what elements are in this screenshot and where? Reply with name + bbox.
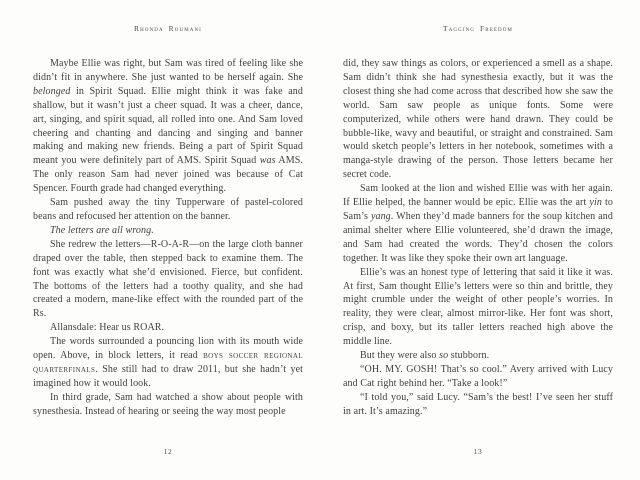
text-run: in Spirit Squad. Ellie might think it was fake and shallow, but it wasn’t just a cheer squad. It was a cheer, dance, art, singing, and spirit squad, all rolled into one. And Sam loved cheering and chanting and dancing and singing and banner making and making new friends. Being a part of Spirit Squad meant you were definitely part of AMS. Spirit Squad xyxy=(33,85,303,167)
paragraph xyxy=(33,57,303,196)
text-run: boys soccer regional quarterfinals xyxy=(33,350,303,375)
text-run: “OH. MY. GOSH! That’s so cool.” Avery arrived with Lucy and Cat right behind her. “Take a look!” xyxy=(343,363,613,389)
text-run: did, they saw things as colors, or experienced a smell as a shape. Sam didn’t think she had synesthesia exactly, but it was the closest thing she had come across that described how she saw the world. Sam saw people as unique fonts. Some were computerized, while others were hand drawn. They could be bubble-like, wavy and beautiful, or straight and constrained. Sam would sketch people’s letters in her notebook, sometimes with a manga-style drawing of the person. Those letters became her secret code. xyxy=(343,58,613,181)
text-run: But they were also xyxy=(360,350,440,362)
text-run: “I told you,” said Lucy. “Sam’s the best! I’ve seen her stuff in art. It’s amazing.” xyxy=(343,391,613,417)
paragraph xyxy=(33,224,303,238)
text-run: . When they’d made banners for the soup kitchen and animal shelter where Ellie volunteered, she’d drawn the image, and Sam had created the words. They’d chosen the colors together. It was like they spoke their own art language. xyxy=(343,210,613,264)
text-run: so xyxy=(439,350,449,362)
text-run: The letters are all wrong. xyxy=(50,224,154,236)
text-run: In third grade, Sam had watched a show about people with synesthesia. Instead of hearing or seeing the way most people xyxy=(33,391,303,417)
paragraph xyxy=(343,363,613,391)
text-run: Sam pushed away the tiny Tupperware of pastel-colored beans and refocused her attention on the banner. xyxy=(33,197,303,222)
paragraph xyxy=(343,182,613,265)
text-run: Maybe Ellie was right, but Sam was tired of feeling like she didn’t fit in anywhere. She just wanted to be herself again. She xyxy=(33,58,303,83)
paragraph xyxy=(33,335,303,391)
text-run: was xyxy=(259,155,276,167)
text-run: stubborn. xyxy=(448,350,490,362)
paragraph xyxy=(343,57,613,182)
text-run: yin xyxy=(589,197,602,209)
text-run: . She still had to draw 2011, but she hadn’t yet imagined how it would look. xyxy=(33,363,303,389)
page-body-left xyxy=(33,57,303,419)
page-number-left: 12 xyxy=(163,447,173,456)
page-left xyxy=(33,24,303,468)
paragraph xyxy=(343,391,613,419)
text-run: Ellie’s was an honest type of lettering that said it like it was. At first, Sam thought Ellie’s letters were so thin and brittle, they might crumble under the weight of other people’s worries. In reality, they were clear, almost mirror-like. Her font was short, crisp, and boxy, but its taller letters reached high above the middle line. xyxy=(343,266,613,348)
page-body-right xyxy=(343,57,613,419)
page-number-right: 13 xyxy=(473,447,483,456)
paragraph xyxy=(33,321,303,335)
running-header-author: Rhonda Roumani xyxy=(134,24,202,33)
text-run: AMS. The only reason Sam had never joined was because of Cat Spencer. Fourth grade had changed everything. xyxy=(33,155,304,195)
page-right xyxy=(343,24,613,468)
text-run: Allansdale: Hear us ROAR. xyxy=(50,322,165,334)
paragraph xyxy=(33,196,303,224)
text-run: belonged xyxy=(33,85,71,97)
text-run: yang xyxy=(370,210,391,222)
paragraph xyxy=(33,391,303,419)
paragraph xyxy=(343,266,613,349)
text-run: to Sam’s xyxy=(343,197,613,222)
paragraph xyxy=(33,238,303,321)
paragraph xyxy=(343,349,613,363)
text-run: Sam looked at the lion and wished Ellie was with her again. If Ellie helped, the banner would be epic. Ellie was the art xyxy=(343,183,613,209)
text-run: The words surrounded a pouncing lion with its mouth wide open. Above, in block letters, it read xyxy=(33,336,303,362)
running-header-title: Tagging Freedom xyxy=(443,24,513,33)
text-run: She redrew the letters—R-O-A-R—on the large cloth banner draped over the table, then stepped back to examine them. The font was exactly what she’d envisioned. Fierce, but confident. The bottoms of the letters had a toothy quality, and she had created a modern, mane-like effect with the rounded part of the Rs. xyxy=(33,238,303,320)
